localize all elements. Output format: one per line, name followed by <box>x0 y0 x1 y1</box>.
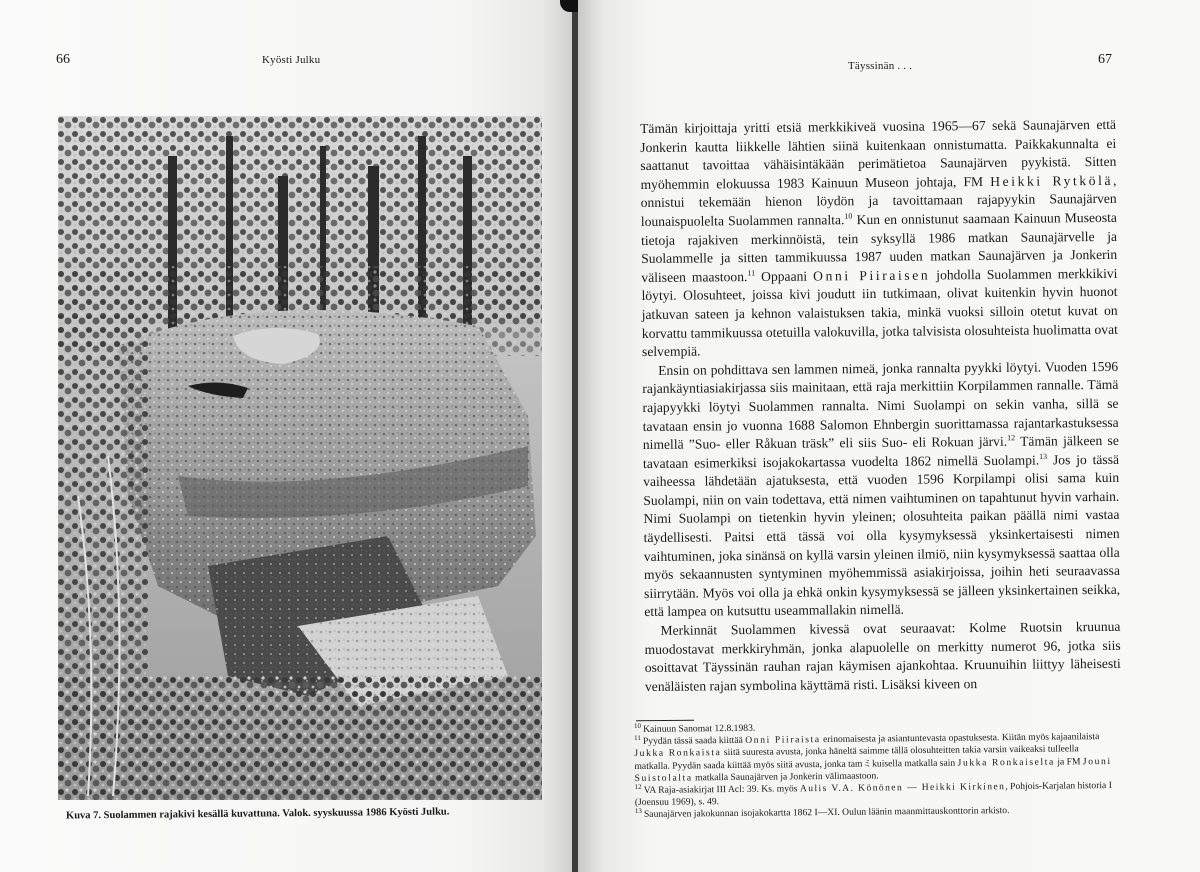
footnote-number: 11 <box>634 733 641 743</box>
person-name: Onni Piiraista <box>745 734 821 747</box>
footnote-ref: 11 <box>747 268 756 278</box>
footnote-number: 12 <box>634 782 642 791</box>
footnote-text: VA Raja-asiakirjat III Acl: 39. Ks. myös <box>643 783 800 796</box>
text-run: Oppaani <box>755 268 814 284</box>
footnote-text: Pyydän tässä saada kiittää <box>642 735 746 748</box>
footnote-text: , Pohjois-Karjalan historia I (Joensuu 1969), s. 49. <box>634 780 1112 809</box>
right-running-head: Täyssinän . . . <box>848 60 913 72</box>
body-text <box>640 116 1121 697</box>
footnotes <box>634 719 1113 822</box>
person-name: Onni Piiraisen <box>813 267 931 284</box>
left-page-number: 66 <box>56 52 70 67</box>
text-run: johdolla Suolammen merkkikivi löytyi. Olosuhteet, joissa kivi joudutt iin tutkimaan, olivat kuitenkin hyvin huonot jatkuvan sateen ja kehnon valaistuksen takia, minkä vuoksi silloin otetut kuvat on korvattu tammikuussa otetuilla valokuvilla, jotka talvisista olosuhteista huolimatta ovat selvempiä. <box>641 265 1118 360</box>
text-run: , onnistui tekemään hienon löydön ja tavoittamaan rajapyykin Saunajärven lounaispuolelta Suolammen rannalta. <box>640 172 1117 229</box>
photo-illustration <box>58 116 542 800</box>
person-name: Jouni Suistolalta <box>634 755 1112 784</box>
footnote-text: Saunajärven jakokunnan isojakokartta 1862 I—XI. Oulun läänin maanmittauskonttorin arkisto. <box>643 805 1010 821</box>
footnote-11 <box>634 731 1112 785</box>
footnote-ref: 12 <box>1007 433 1016 443</box>
text-run: Jos jo tässä vaiheessa lähdetään ajatuksesta, että vuoden 1596 Korpilampi olisi sama kuin Suolampi, niin on vain todettava, että nimen vaihtuminen on tapahtunut hyvin varhain. Nimi Suolampi on tietenkin hyvin yleinen; olosuhteita paikan päällä nimi vastaa täydellisesti. Paitsi että tässä voi olla kysymyksessä yksinkertaisesti nimen vaihtuminen, joka sinänsä on kyllä varsin yleinen ilmiö, niin kysymyksessä saattaa olla myös sekaannusten syntyminen myöhemmissä asiakirjoissa, joihin heti seuraavassa siirrytään. Myös voi olla ja ehkä onkin kysymyksessä se jälleen yksinkertainen seikka, että lampea on kutsuttu useammallakin nimellä. <box>643 451 1121 620</box>
paragraph-2 <box>642 358 1120 622</box>
text-run: Tämän jälkeen se tavataan esimerkiksi isojakokartassa vuodelta 1862 nimellä Suolampi. <box>642 432 1119 471</box>
person-name: Aulis V.A. Könönen — Heikki Kirkinen <box>799 781 1006 795</box>
footnote-text: matkalla Saunajärven ja Jonkerin välimaastoon. <box>692 770 879 784</box>
boundary-stone-photo <box>58 116 542 800</box>
footnote-text: siitä suuresta avusta, jonka häneltä saimme tällä olosuhteitten takia varsin vaikeaksi tulleella matkalla. Pyydän saada kiittää myös siitä avusta, jonka tamミkuisella matkalla sain <box>634 743 1079 772</box>
left-page <box>0 0 572 872</box>
right-page-number: 67 <box>1098 52 1112 67</box>
footnote-text: ja FM <box>1054 755 1083 768</box>
person-name: Heikki Rytkölä <box>990 172 1114 189</box>
text-run: Kun en onnistunut saamaan Kainuun Museosta tietoja rajakiven merkinnöistä, tein syksyllä 1986 matkan Saunajärvelle ja Suolammelle ja sitten tammikuussa 1987 uuden matkan Saunajärven ja Jonkerin väliseen maastoon. <box>640 209 1118 285</box>
paragraph-3: Merkinnät Suolammen kivessä ovat seuraavat: Kolme Ruotsin kruunua muodostavat merkkiryhmän, jonka alapuolelle on merkitty numerot 96, jotka siis osoittavat Täyssinän rauhan rajan käymisen ajankohtaa. Kruunuihin liittyy läheisesti venäläisten rajan symbolina käyttämä risti. Lisäksi kiveen on <box>644 618 1121 694</box>
person-name: Jukka Ronkaiselta <box>957 756 1055 769</box>
paragraph-1 <box>640 116 1118 362</box>
footnote-ref: 10 <box>844 211 853 221</box>
text-run: Ensin on pohdittava sen lammen nimeä, jonka rannalta pyykki löytyi. Vuoden 1596 rajankäyntiasiakirjassa siis mainitaan, että raja merkittiin Korpilammen rannalle. Tämä rajapyykki löytyi Suolammen rannalta. Nimi Suolampi on sekin vanha, sillä se tavataan ensin jo vuonna 1688 Salomon Ehnbergin suorittamassa rajantarkastuksessa nimellä ”Suo- eller Råkuan träsk” eli siis Suo- eli Rokuan järvi. <box>642 358 1119 453</box>
text-run: Tämän kirjoittaja yritti etsiä merkkikiveä vuosina 1965—67 sekä Saunajärven että Jonkerin kautta liikkelle lähtien siinä kuitenkaan onnistumatta. Paikkakunnalta ei saattanut tavoittaa vähäisintäkään perimätietoa Saunajärven pyykistä. Sitten myöhemmin elokuussa 1983 Kainuun Museon johtaja, FM <box>640 116 1117 192</box>
footnote-text: Kainuun Sanomat 12.8.1983. <box>642 722 756 735</box>
footnote-number: 13 <box>634 807 642 816</box>
person-name: Jukka Ronkaista <box>634 747 722 760</box>
footnote-number: 10 <box>633 721 642 730</box>
footnote-ref: 13 <box>1039 451 1048 461</box>
photo-caption: Kuva 7. Suolammen rajakivi kesällä kuvattuna. Valok. syyskuussa 1986 Kyösti Julku. <box>65 806 450 822</box>
footnote-text: erinomaisesta ja asiantuntevasta opastuksesta. Kiitän myös kajaanilaista <box>820 731 1100 746</box>
left-running-head: Kyösti Julku <box>262 54 321 66</box>
